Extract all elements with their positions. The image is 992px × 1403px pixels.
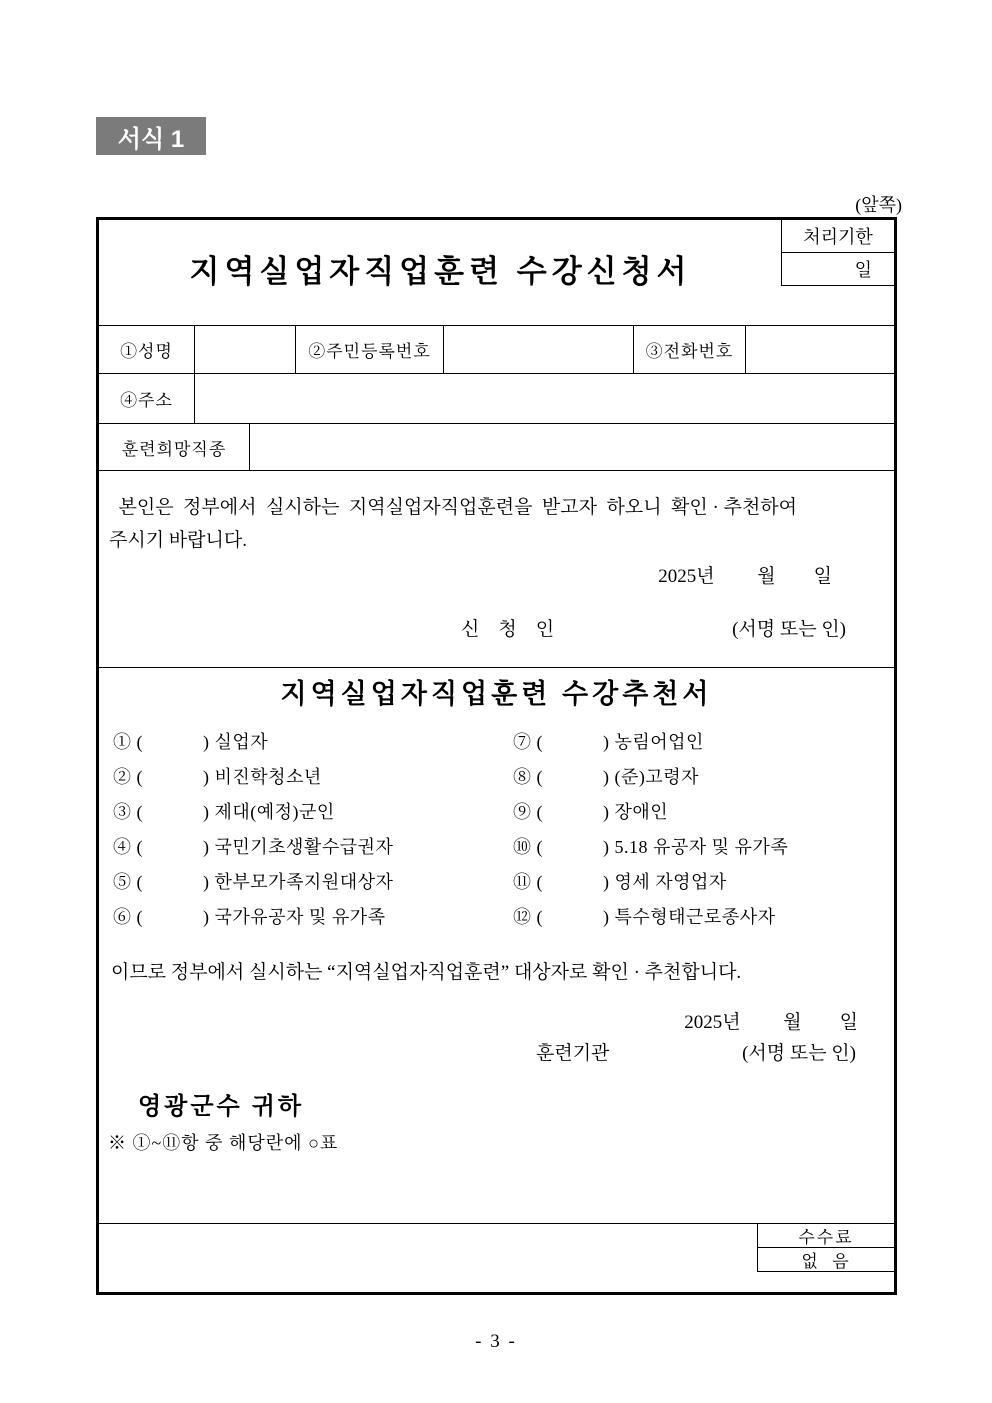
recommendation-item-7: ⑦ ( ) 농림어업인 xyxy=(513,732,704,752)
training-agency-label: 훈련기관 xyxy=(536,1043,610,1064)
addressee-line: 영광군수 귀하 xyxy=(138,1094,305,1120)
recommendation-title: 지역실업자직업훈련 수강추천서 xyxy=(280,679,713,709)
fee-value: 없 음 xyxy=(758,1248,894,1272)
agency-signature-line xyxy=(99,1038,894,1064)
rrn-field-label: ②주민등록번호 xyxy=(296,326,444,373)
address-row xyxy=(99,373,894,423)
name-field-input xyxy=(195,326,296,373)
rrn-field-input xyxy=(444,326,634,373)
application-statement-line1: 본인은 정부에서 실시하는 지역실업자직업훈련을 받고자 하오니 확인 · 추천하여 xyxy=(109,497,798,518)
form-number-badge: 서식 1 xyxy=(96,117,206,155)
section-divider xyxy=(99,667,894,668)
recommendation-date-line: 2025년 월 일 xyxy=(684,1012,858,1033)
processing-deadline-label: 처리기한 xyxy=(782,220,894,253)
applicant-label: 신 청 인 xyxy=(461,619,555,640)
phone-field-label: ③전화번호 xyxy=(634,326,746,373)
fee-box xyxy=(757,1224,894,1272)
application-form xyxy=(96,217,897,1295)
name-field-label: ①성명 xyxy=(99,326,195,373)
processing-deadline-box xyxy=(781,220,894,286)
desired-job-field-input xyxy=(250,424,894,470)
phone-field-input xyxy=(746,326,894,373)
page-number: - 3 - xyxy=(475,1331,517,1352)
personal-info-row xyxy=(99,325,894,373)
checkmark-note: ※ ①~⑪항 중 해당란에 ○표 xyxy=(108,1133,339,1153)
recommendation-item-12: ⑫ ( ) 특수형태근로종사자 xyxy=(513,907,776,927)
recommendation-item-10: ⑩ ( ) 5.18 유공자 및 유가족 xyxy=(513,837,789,857)
application-statement-line2: 주시기 바랍니다. xyxy=(109,530,247,551)
applicant-sign-label: (서명 또는 인) xyxy=(732,619,846,640)
address-field-input xyxy=(195,374,894,423)
application-title: 지역실업자직업훈련 수강신청서 xyxy=(189,254,692,289)
recommendation-item-4: ④ ( ) 국민기초생활수급권자 xyxy=(113,837,394,857)
recommendation-item-6: ⑥ ( ) 국가유공자 및 유가족 xyxy=(113,907,386,927)
recommendation-item-5: ⑤ ( ) 한부모가족지원대상자 xyxy=(113,872,394,892)
recommendation-statement: 이므로 정부에서 실시하는 “지역실업자직업훈련” 대상자로 확인 · 추천합니다. xyxy=(111,962,742,983)
recommendation-item-2: ② ( ) 비진학청소년 xyxy=(113,767,322,787)
fee-label: 수수료 xyxy=(758,1224,894,1248)
application-date-line: 2025년 월 일 xyxy=(658,566,832,587)
recommendation-item-8: ⑧ ( ) (준)고령자 xyxy=(513,767,700,787)
recommendation-item-1: ① ( ) 실업자 xyxy=(113,732,269,752)
recommendation-item-11: ⑪ ( ) 영세 자영업자 xyxy=(513,872,727,892)
processing-deadline-value: 일 xyxy=(782,253,894,286)
applicant-signature-line xyxy=(99,614,894,640)
desired-job-field-label: 훈련희망직종 xyxy=(99,424,250,470)
application-statement xyxy=(109,491,886,557)
desired-job-row xyxy=(99,423,894,471)
front-side-label: (앞쪽) xyxy=(855,195,902,215)
agency-sign-label: (서명 또는 인) xyxy=(742,1043,856,1064)
address-field-label: ④주소 xyxy=(99,374,195,423)
recommendation-item-9: ⑨ ( ) 장애인 xyxy=(513,802,669,822)
recommendation-item-3: ③ ( ) 제대(예정)군인 xyxy=(113,802,335,822)
